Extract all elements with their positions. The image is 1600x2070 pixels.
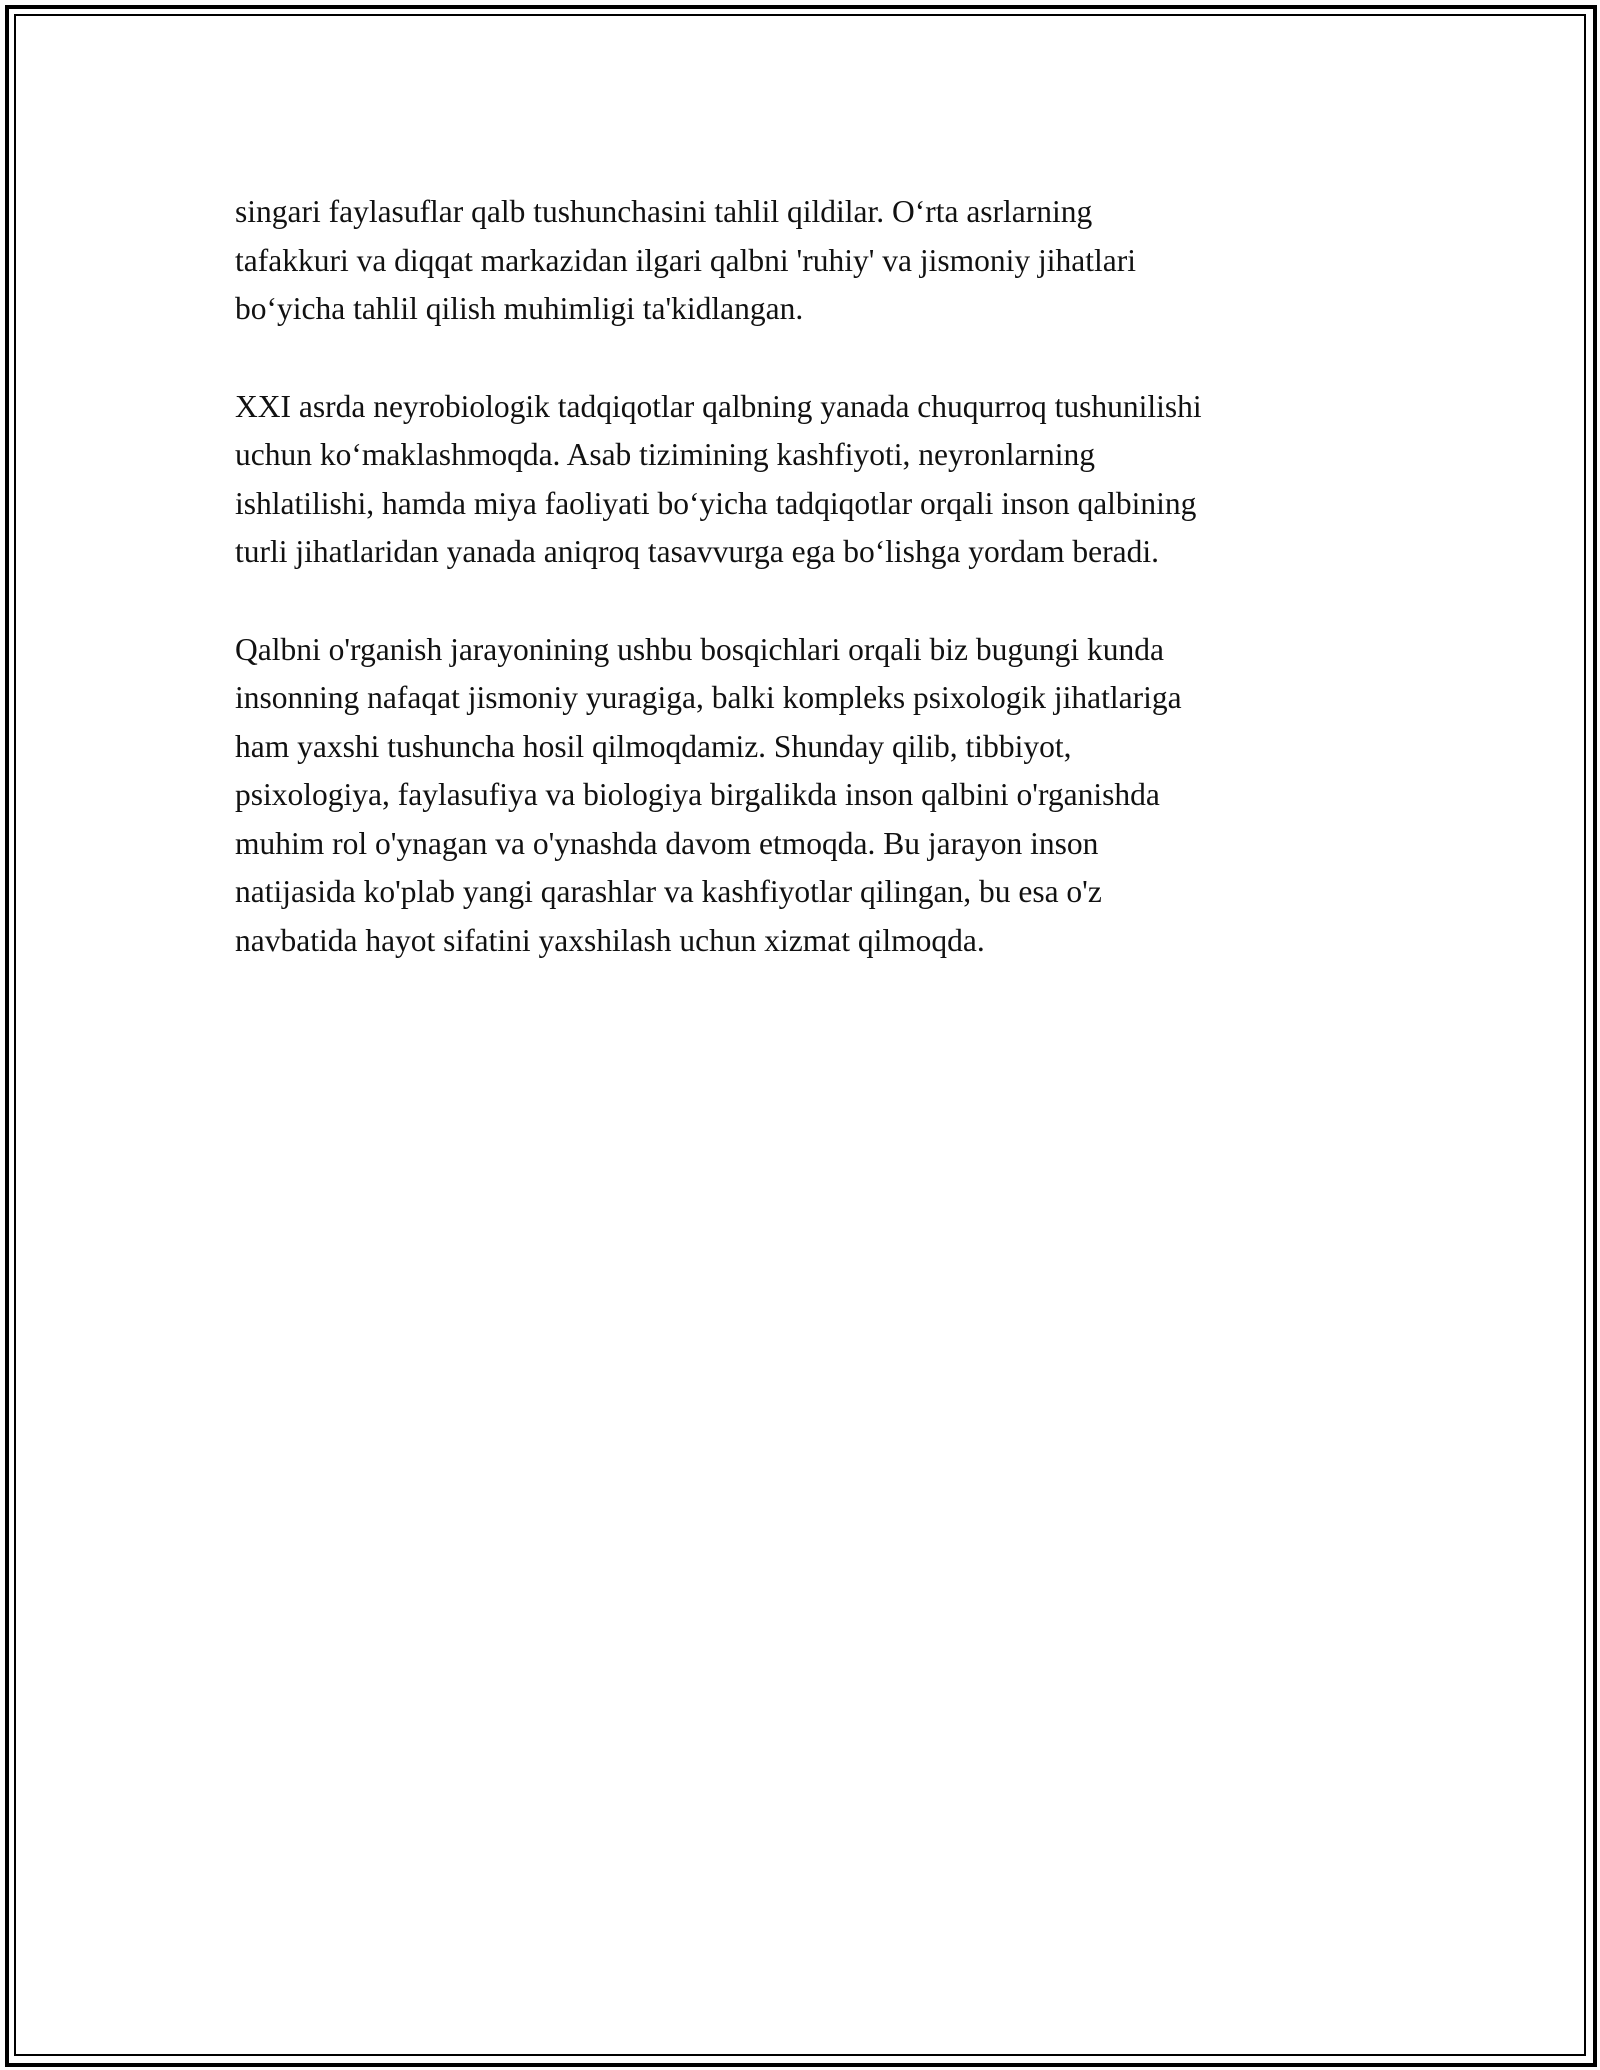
document-body: [235, 188, 1375, 1014]
paragraph-3: Qalbni o'rganish jarayonining ushbu bosqichlari orqali biz bugungi kunda insonning nafaqat jismoniy yuragiga, balki kompleks psixologik jihatlariga ham yaxshi tushuncha hosil qilmoqdamiz. Shunday qilib, tibbiyot, psixologiya, faylasufiya va biologiya birgalikda inson qalbini o'rganishda muhim rol o'ynagan va o'ynashda davom etmoqda. Bu jarayon inson natijasida ko'plab yangi qarashlar va kashfiyotlar qilingan, bu esa o'z navbatida hayot sifatini yaxshilash uchun xizmat qilmoqda.: [235, 631, 1182, 958]
paragraph-1: singari faylasuflar qalb tushunchasini tahlil qildilar. O‘rta asrlarning tafakkuri va diqqat markazidan ilgari qalbni 'ruhiy' va jismoniy jihatlari bo‘yicha tahlil qilish muhimligi ta'kidlangan.: [235, 194, 1136, 326]
paragraph-2: XXI asrda neyrobiologik tadqiqotlar qalbning yanada chuqurroq tushunilishi uchun ko‘maklashmoqda. Asab tizimining kashfiyoti, neyronlarning ishlatilishi, hamda miya faoliyati bo‘yicha tadqiqotlar orqali inson qalbining turli jihatlaridan yanada aniqroq tasavvurga ega bo‘lishga yordam beradi.: [235, 388, 1202, 569]
